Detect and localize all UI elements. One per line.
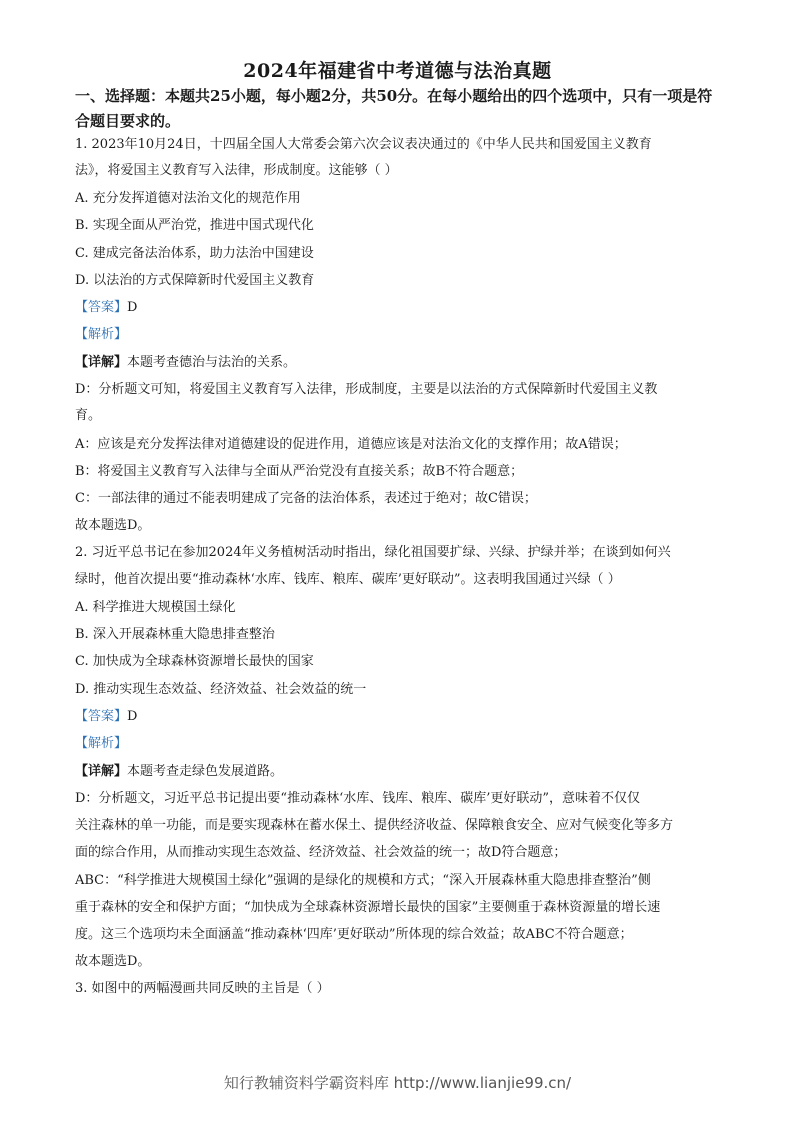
q1-option-d: D. 以法治的方式保障新时代爱国主义教育 <box>75 273 315 288</box>
detail-tag: 【详解】 <box>75 764 128 779</box>
q2-analysis-tag <box>75 735 127 753</box>
q2-option-c: C. 加快成为全球森林资源增长最快的国家 <box>75 654 314 669</box>
q1-stem-line2: 法》，将爱国主义教育写入法律，形成制度。这能够（ ） <box>75 163 398 178</box>
q1-explain-d-line2: 育。 <box>75 408 102 423</box>
q1-option-a: A. 充分发挥道德对法治文化的规范作用 <box>75 191 301 206</box>
detail-text: 本题考查德治与法治的关系。 <box>127 355 297 370</box>
analysis-tag: 【解析】 <box>75 736 128 751</box>
q1-option-b: B. 实现全面从严治党，推进中国式现代化 <box>75 218 314 233</box>
q2-option-a: A. 科学推进大规模国土绿化 <box>75 600 236 615</box>
q1-option-c: C. 建成完备法治体系，助力法治中国建设 <box>75 246 314 261</box>
answer-value: D <box>127 300 138 315</box>
analysis-tag: 【解析】 <box>75 327 128 342</box>
q2-explain-abc-line1: ABC：“科学推进大规模国土绿化”强调的是绿化的规模和方式；“深入开展森林重大隐患排查整治”侧 <box>75 873 651 888</box>
q2-explain-abc-line3: 度。这三个选项均未全面涵盖“推动森林‘四库’更好联动”所体现的综合效益；故ABC不符合题意； <box>75 927 633 942</box>
q2-explain-d-line2: 关注森林的单一功能，而是要实现森林在蓄水保土、提供经济收益、保障粮食安全、应对气候变化等多方 <box>75 818 674 833</box>
q2-explain-abc-line2: 重于森林的安全和保护方面；“加快成为全球森林资源增长最快的国家”主要侧重于森林资源量的增长速 <box>75 900 661 915</box>
answer-value: D <box>127 709 138 724</box>
q1-explain-b: B：将爱国主义教育写入法律与全面从严治党没有直接关系；故B不符合题意； <box>75 464 524 479</box>
q2-option-b: B. 深入开展森林重大隐患排查整治 <box>75 627 275 642</box>
page-title: 2024年福建省中考道德与法治真题 <box>243 60 552 82</box>
q2-conclusion: 故本题选D。 <box>75 954 151 969</box>
footer-watermark: 知行教辅资料学霸资料库 http://www.lianjie99.cn/ <box>223 1074 572 1092</box>
q1-explain-c: C：一部法律的通过不能表明建成了完备的法治体系，表述过于绝对；故C错误； <box>75 491 537 506</box>
q1-stem-line1: 1. 2023年10月24日，十四届全国人大常委会第六次会议表决通过的《中华人民共和国爱国主义教育 <box>75 137 652 152</box>
q1-explain-a: A：应该是充分发挥法律对道德建设的促进作用，道德应该是对法治文化的支撑作用；故A错误； <box>75 437 627 452</box>
q2-explain-d-line3: 面的综合作用，从而推动实现生态效益、经济效益、社会效益的统一；故D符合题意； <box>75 845 567 860</box>
q1-answer <box>75 299 137 317</box>
q1-conclusion: 故本题选D。 <box>75 518 151 533</box>
q2-detail <box>75 763 283 781</box>
q3-stem: 3. 如图中的两幅漫画共同反映的主旨是（ ） <box>75 981 330 996</box>
q2-stem-line1: 2. 习近平总书记在参加2024年义务植树活动时指出，绿化祖国要扩绿、兴绿、护绿并举；在谈到如何兴 <box>75 545 671 560</box>
detail-tag: 【详解】 <box>75 355 128 370</box>
detail-text: 本题考查走绿色发展道路。 <box>127 764 284 779</box>
q2-answer <box>75 708 137 726</box>
q2-option-d: D. 推动实现生态效益、经济效益、社会效益的统一 <box>75 682 367 697</box>
q2-explain-d-line1: D：分析题文，习近平总书记提出要“推动森林‘水库、钱库、粮库、碳库’更好联动”，意味着不仅仅 <box>75 791 640 806</box>
q1-detail <box>75 354 296 372</box>
q2-stem-line2: 绿时，他首次提出要“推动森林‘水库、钱库、粮库、碳库’更好联动”。这表明我国通过兴绿（ ） <box>75 572 621 587</box>
answer-tag: 【答案】 <box>75 709 128 724</box>
q1-analysis-tag <box>75 326 127 344</box>
q1-explain-d-line1: D：分析题文可知，将爱国主义教育写入法律，形成制度，主要是以法治的方式保障新时代爱国主义教 <box>75 382 658 397</box>
answer-tag: 【答案】 <box>75 300 128 315</box>
section-heading: 一、选择题：本题共25小题，每小题2分，共50分。在每小题给出的四个选项中，只有一项是符合题目要求的。 <box>75 87 713 130</box>
